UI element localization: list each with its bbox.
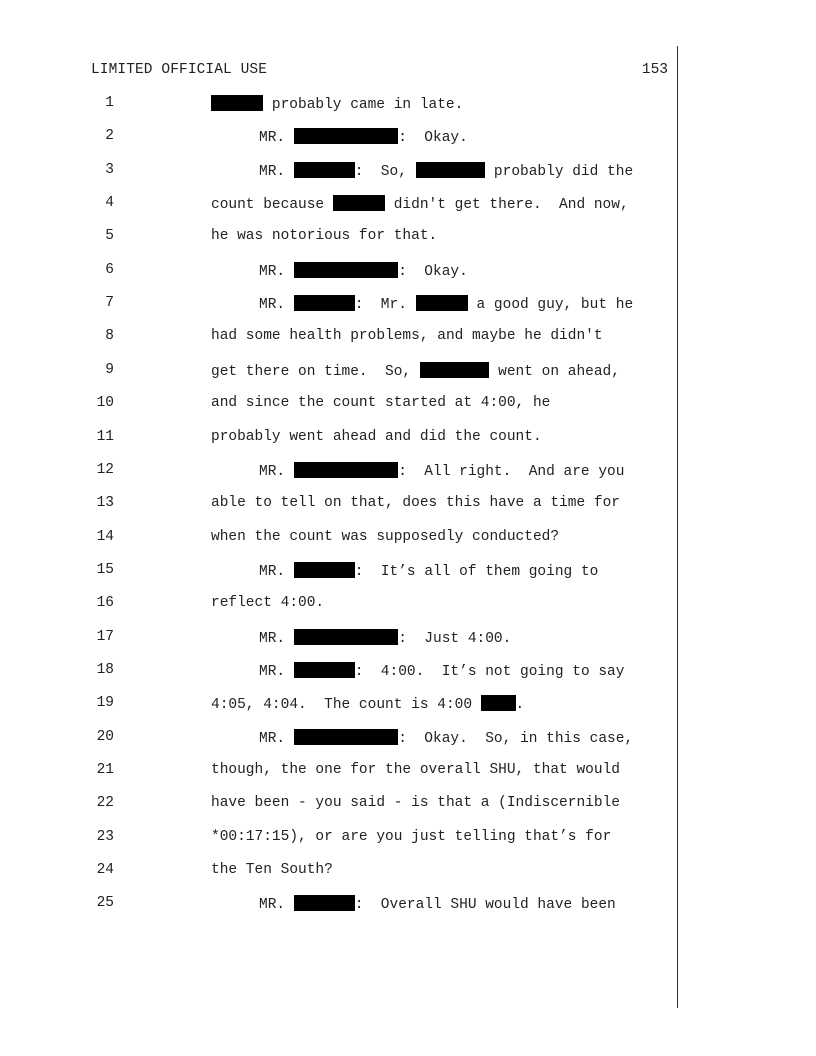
line-text [211, 862, 333, 878]
text-segment: : So, [354, 163, 416, 180]
text-segment: have been - you said - is that a (Indiscernible [211, 795, 620, 812]
text-segment: probably did the [485, 163, 634, 180]
redaction-block [294, 295, 355, 311]
line-text [259, 729, 633, 747]
text-segment: and since the count started at 4:00, he [211, 395, 551, 412]
line-text [211, 95, 463, 113]
transcript-line [0, 128, 680, 148]
text-segment: went on ahead, [489, 363, 620, 380]
transcript-line [0, 595, 680, 615]
redaction-block [294, 729, 398, 745]
line-text [211, 495, 620, 511]
line-text [211, 529, 559, 545]
redaction-block [294, 128, 398, 144]
line-number: 15 [96, 561, 114, 578]
transcript-line [0, 228, 680, 248]
redaction-block [211, 95, 263, 111]
transcript-line [0, 162, 680, 182]
line-text [259, 462, 624, 480]
transcript-line [0, 328, 680, 348]
text-segment: : Overall SHU would have been [354, 897, 616, 914]
text-segment: : Okay. [398, 130, 468, 147]
line-text [211, 829, 611, 845]
text-segment: . [515, 697, 525, 714]
line-number: 12 [96, 461, 114, 478]
text-segment: MR. [259, 897, 294, 914]
line-number: 21 [96, 762, 114, 778]
line-text [211, 228, 437, 244]
text-segment: : All right. And are you [398, 463, 625, 480]
line-text [259, 295, 633, 313]
line-number: 9 [105, 361, 114, 378]
text-segment: MR. [259, 463, 294, 480]
line-text [259, 162, 633, 180]
line-text [259, 662, 624, 680]
text-segment: had some health problems, and maybe he didn't [211, 328, 603, 345]
line-number: 10 [96, 395, 114, 412]
text-segment: : Okay. So, in this case, [398, 730, 634, 747]
text-segment: MR. [259, 730, 294, 747]
line-number: 1 [105, 95, 114, 111]
line-number: 8 [105, 328, 114, 345]
text-segment: reflect 4:00. [211, 595, 325, 612]
redaction-block [294, 662, 355, 678]
redaction-block [294, 262, 398, 278]
text-segment: : It’s all of them going to [354, 563, 599, 580]
redaction-block [416, 162, 486, 178]
line-number: 25 [96, 895, 114, 912]
line-number: 2 [105, 128, 114, 145]
transcript-line [0, 695, 680, 715]
text-segment: : Okay. [398, 263, 468, 280]
transcript-line [0, 195, 680, 215]
line-text [211, 695, 524, 713]
text-segment: : 4:00. It’s not going to say [354, 663, 625, 680]
line-number: 18 [96, 661, 114, 678]
redaction-block [294, 629, 398, 645]
line-text [259, 895, 616, 913]
text-segment: MR. [259, 630, 294, 647]
line-number: 24 [96, 862, 114, 879]
transcript-line [0, 95, 680, 115]
line-number: 11 [96, 428, 114, 445]
line-number: 20 [96, 728, 114, 745]
line-text [211, 595, 324, 611]
transcript-line [0, 362, 680, 382]
line-text [259, 128, 468, 146]
text-segment: 4:05, 4:04. The count is 4:00 [211, 697, 481, 714]
line-number: 23 [96, 828, 114, 845]
line-number: 4 [105, 195, 114, 212]
text-segment: MR. [259, 663, 294, 680]
text-segment: MR. [259, 130, 294, 147]
redaction-block [481, 695, 516, 711]
transcript-line [0, 295, 680, 315]
transcript-line [0, 762, 680, 782]
text-segment: count because [211, 197, 333, 214]
text-segment: *00:17:15), or are you just telling that’s for [211, 828, 612, 845]
transcript-line [0, 862, 680, 882]
text-segment: MR. [259, 263, 294, 280]
text-segment: : Just 4:00. [398, 630, 512, 647]
text-segment: get there on time. So, [211, 363, 420, 380]
line-text [211, 429, 542, 445]
line-number: 3 [105, 161, 114, 178]
redaction-block [294, 462, 398, 478]
text-segment: the Ten South? [211, 862, 333, 879]
line-number: 17 [96, 628, 114, 645]
line-number: 14 [96, 528, 114, 545]
transcript-line [0, 795, 680, 815]
redaction-block [294, 162, 355, 178]
redaction-block [294, 562, 355, 578]
text-segment: probably went ahead and did the count. [211, 428, 542, 445]
text-segment: MR. [259, 163, 294, 180]
line-text [211, 362, 620, 380]
text-segment: though, the one for the overall SHU, that would [211, 762, 620, 778]
line-number: 19 [96, 695, 114, 712]
text-segment: MR. [259, 297, 294, 314]
line-number: 22 [96, 795, 114, 812]
text-segment: able to tell on that, does this have a time for [211, 495, 620, 512]
line-text [211, 328, 603, 344]
line-text [259, 629, 511, 647]
transcript-line [0, 529, 680, 549]
text-segment: didn't get there. And now, [385, 197, 629, 214]
transcript-line [0, 829, 680, 849]
text-segment: : Mr. [354, 297, 416, 314]
transcript-line [0, 462, 680, 482]
transcript-line [0, 895, 680, 915]
line-text [211, 762, 620, 778]
redaction-block [420, 362, 490, 378]
redaction-block [416, 295, 468, 311]
text-segment: probably came in late. [263, 97, 464, 113]
transcript-line [0, 629, 680, 649]
transcript-line [0, 429, 680, 449]
text-segment: MR. [259, 563, 294, 580]
line-number: 13 [96, 495, 114, 512]
redaction-block [333, 195, 385, 211]
text-segment: when the count was supposedly conducted? [211, 528, 560, 545]
line-number: 7 [105, 295, 114, 312]
line-text [211, 395, 550, 411]
line-text [211, 795, 620, 811]
transcript-line [0, 262, 680, 282]
text-segment: a good guy, but he [467, 297, 634, 314]
line-text [211, 195, 629, 213]
transcript-line [0, 729, 680, 749]
text-segment: he was notorious for that. [211, 228, 438, 245]
transcript-line [0, 395, 680, 415]
line-number: 5 [105, 228, 114, 245]
classification-header: LIMITED OFFICIAL USE [91, 62, 268, 78]
transcript-line [0, 662, 680, 682]
transcript-line [0, 495, 680, 515]
line-text [259, 562, 598, 580]
line-number: 6 [105, 261, 114, 278]
line-text [259, 262, 468, 280]
line-number: 16 [96, 595, 114, 612]
redaction-block [294, 895, 355, 911]
transcript-line [0, 562, 680, 582]
page-number: 153 [641, 62, 668, 78]
